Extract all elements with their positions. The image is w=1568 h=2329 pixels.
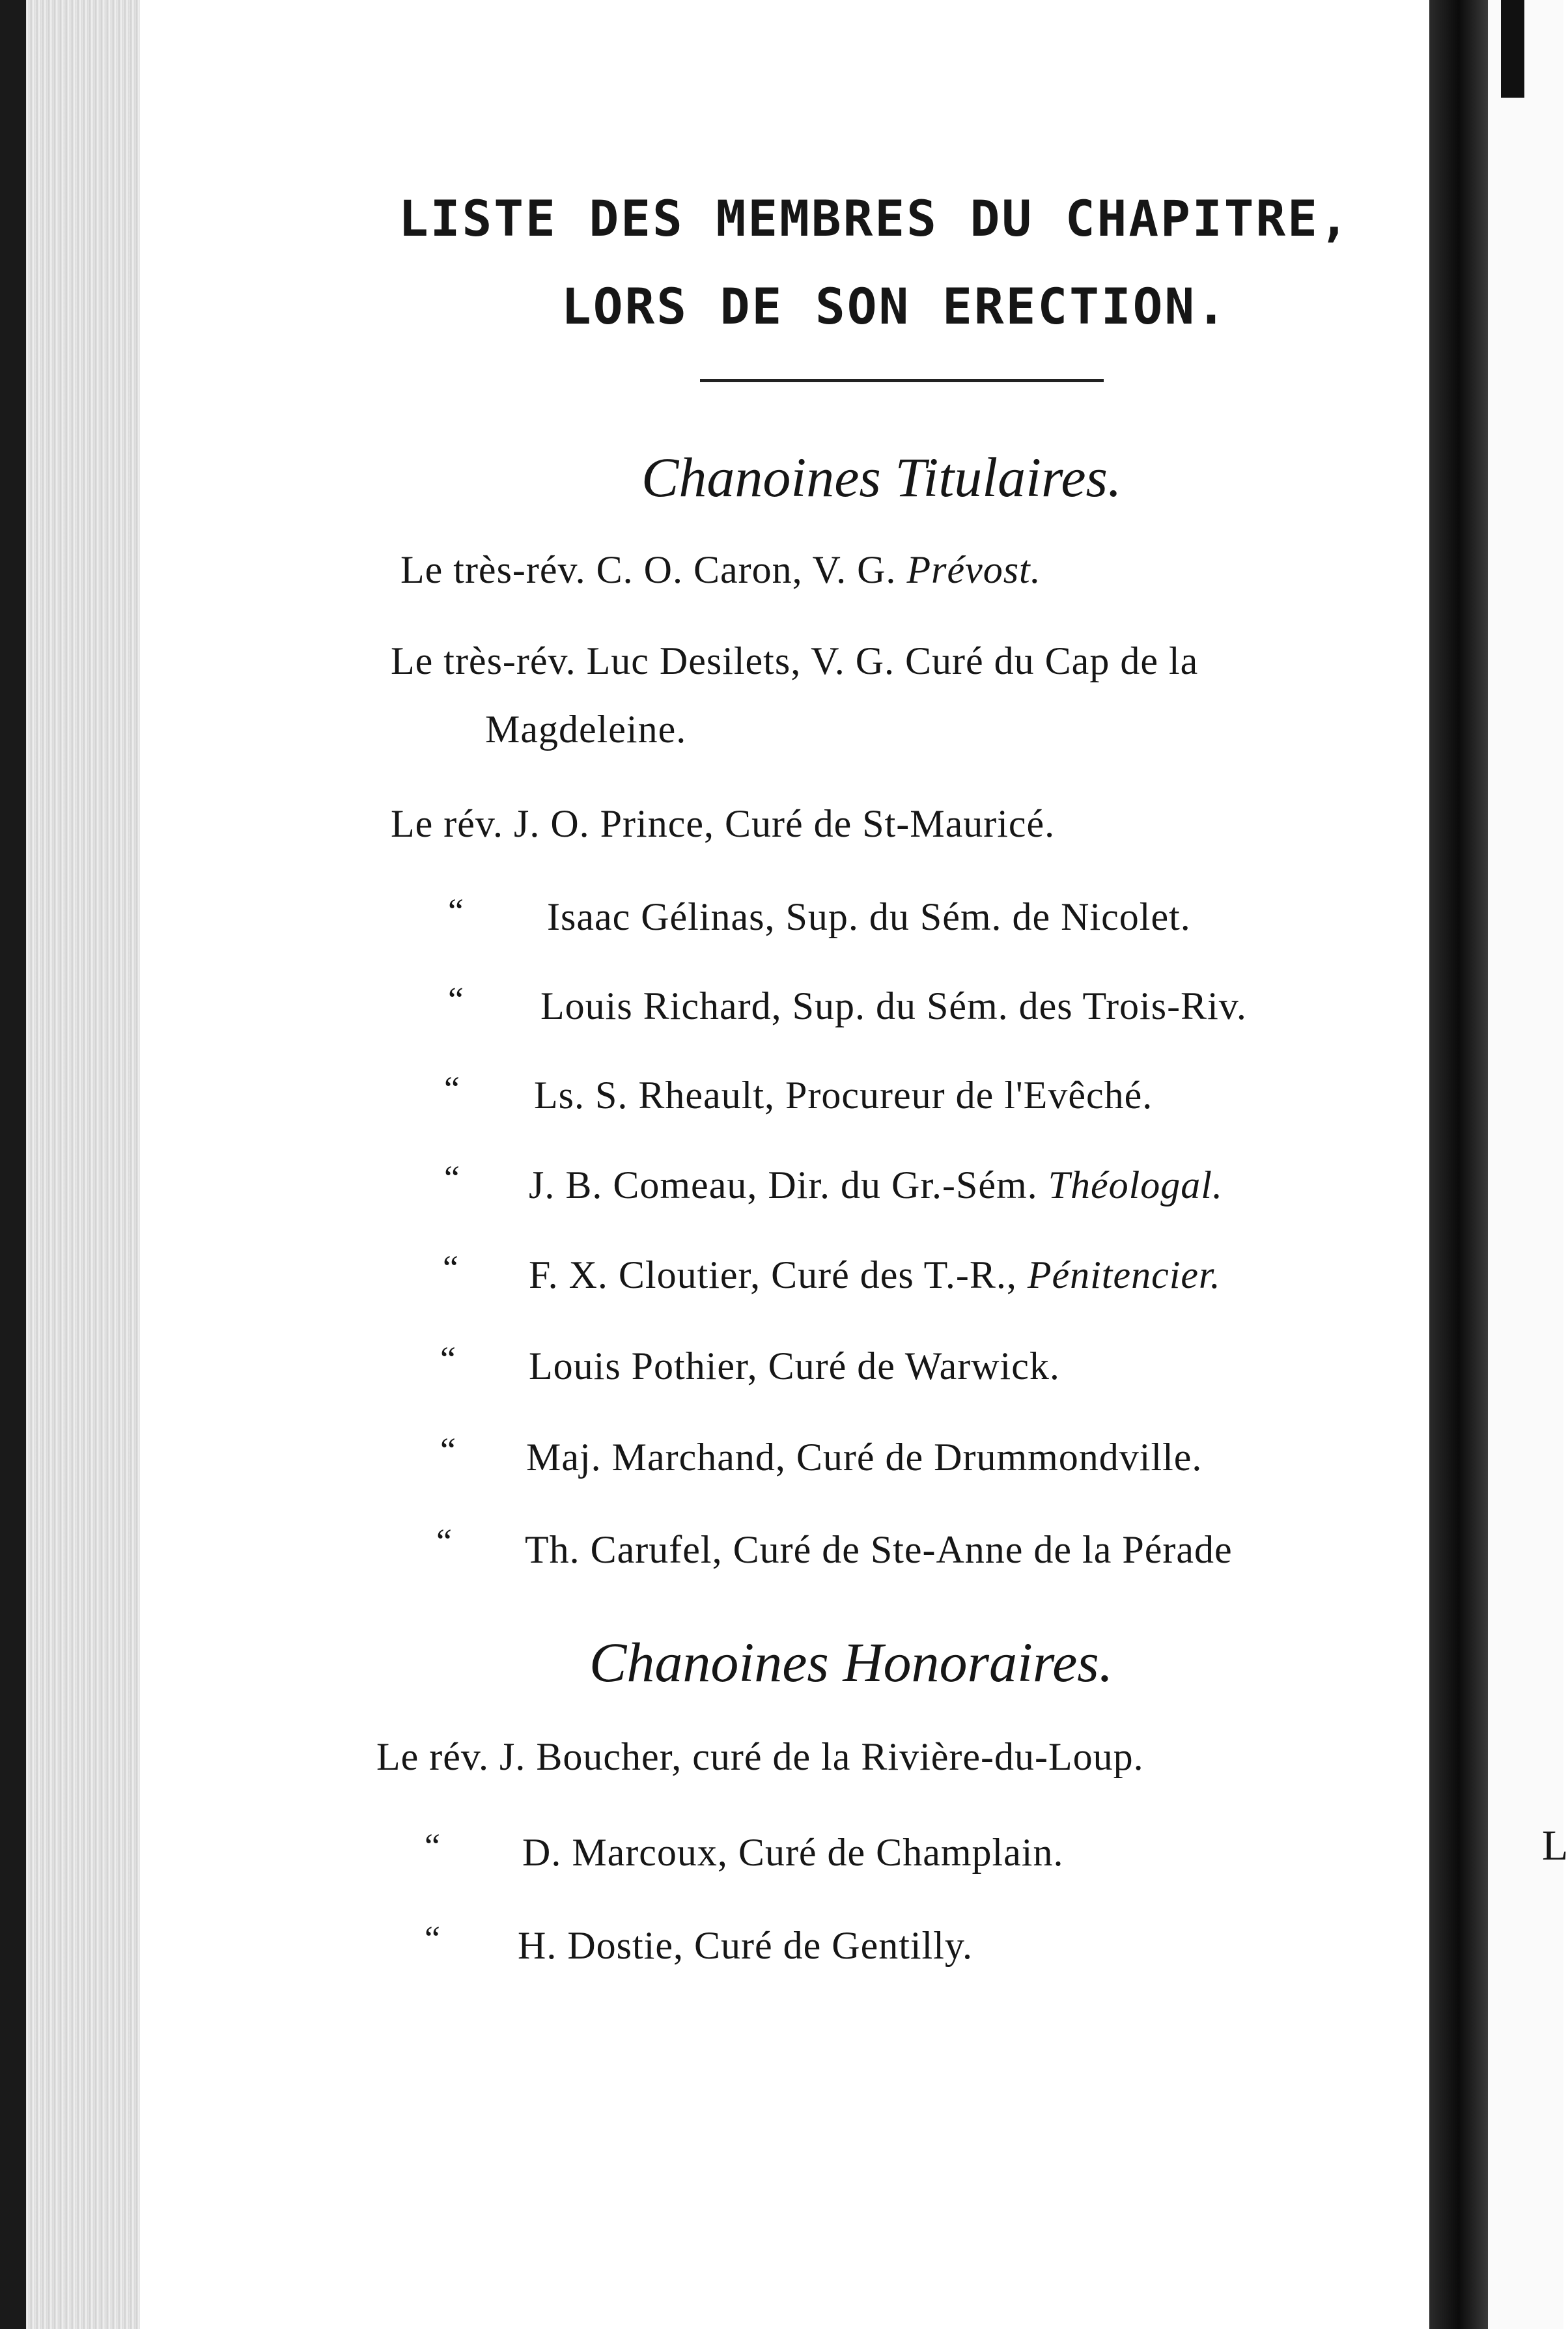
title-line-1: LISTE DES MEMBRES DU CHAPITRE, [399, 189, 1351, 247]
ditto-mark: “ [436, 1522, 452, 1561]
book-spine [1429, 0, 1488, 2329]
list-item: Maj. Marchand, Curé de Drummondville. [526, 1436, 1203, 1479]
ditto-mark: “ [425, 1826, 440, 1865]
list-item: D. Marcoux, Curé de Champlain. [522, 1831, 1064, 1874]
next-page-letter: L [1542, 1822, 1568, 1869]
list-item: Isaac Gélinas, Sup. du Sém. de Nicolet. [547, 895, 1191, 938]
list-item: Louis Pothier, Curé de Warwick. [529, 1345, 1060, 1388]
book-left-edge [0, 0, 140, 2329]
role-label: Pénitencier. [1027, 1253, 1221, 1296]
title-line-2: LORS DE SON ERECTION. [561, 277, 1228, 335]
ditto-mark: “ [440, 1430, 456, 1470]
list-item: F. X. Cloutier, Curé des T.-R., Pénitencier. [529, 1253, 1221, 1296]
ditto-mark: “ [440, 1339, 456, 1378]
ditto-mark: “ [448, 980, 464, 1019]
list-item: Le très-rév. C. O. Caron, V. G. Prévost. [400, 548, 1041, 591]
title-divider [700, 379, 1104, 382]
list-item-continuation: Magdeleine. [485, 708, 687, 751]
list-item: Ls. S. Rheault, Procureur de l'Evêché. [534, 1074, 1153, 1117]
list-item: H. Dostie, Curé de Gentilly. [518, 1924, 973, 1967]
ditto-mark: “ [425, 1919, 440, 1958]
ditto-mark: “ [448, 891, 464, 930]
list-item: Le rév. J. O. Prince, Curé de St-Mauricé. [391, 802, 1056, 845]
heading-honoraires: Chanoines Honoraires. [589, 1631, 1113, 1694]
ditto-mark: “ [443, 1248, 458, 1287]
role-label: Prévost. [906, 548, 1041, 591]
list-item: J. B. Comeau, Dir. du Gr.-Sém. Théologal. [529, 1164, 1223, 1206]
ditto-mark: “ [444, 1069, 460, 1108]
list-item: Th. Carufel, Curé de Ste-Anne de la Pérade [525, 1528, 1233, 1571]
list-item: Le rév. J. Boucher, curé de la Rivière-du-Loup. [376, 1735, 1144, 1778]
next-page-edge-mark [1501, 0, 1524, 98]
ditto-mark: “ [444, 1158, 460, 1197]
role-label: Théologal. [1048, 1164, 1223, 1206]
heading-titulaires: Chanoines Titulaires. [641, 446, 1122, 509]
list-item: Le très-rév. Luc Desilets, V. G. Curé du Cap de la [391, 639, 1199, 682]
next-page-strip [1488, 0, 1563, 2329]
list-item: Louis Richard, Sup. du Sém. des Trois-Riv. [540, 984, 1247, 1027]
